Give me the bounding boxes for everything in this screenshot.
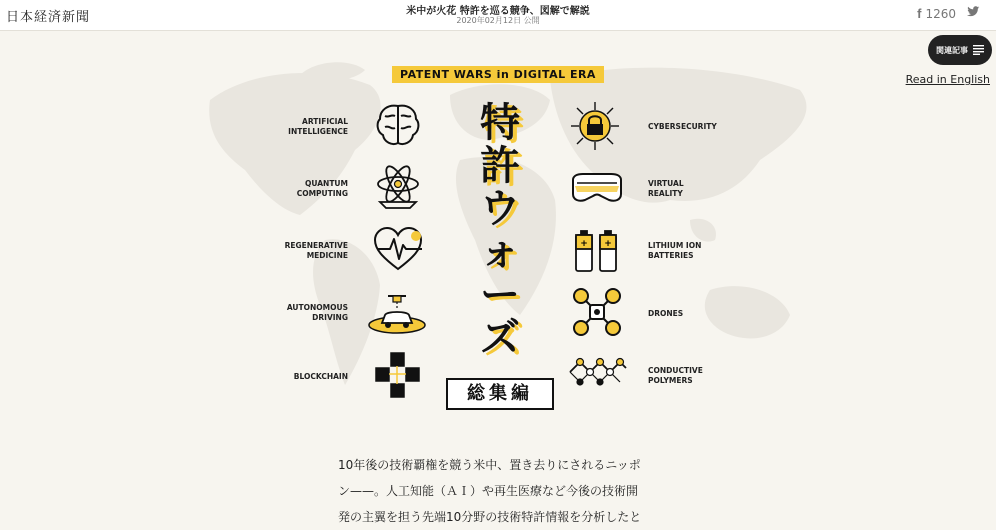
title-char: 許: [480, 143, 520, 189]
list-icon: [973, 45, 984, 55]
svg-text:+: +: [580, 239, 588, 249]
vr-goggles-icon[interactable]: [569, 170, 625, 208]
topic-label-regenerative[interactable]: [262, 241, 348, 261]
facebook-icon[interactable]: f: [917, 6, 922, 21]
label-line: REGENERATIVE: [284, 241, 348, 250]
related-articles-label: 関連記事: [936, 45, 968, 55]
label-line: BLOCKCHAIN: [293, 372, 348, 381]
label-line: COMPUTING: [296, 189, 348, 198]
label-line: REALITY: [648, 189, 683, 198]
label-line: BATTERIES: [648, 251, 694, 260]
patent-wars-banner: PATENT WARS in DIGITAL ERA: [392, 66, 604, 83]
topic-label-vr[interactable]: [648, 179, 738, 199]
car-drone-icon[interactable]: [369, 296, 425, 333]
facebook-share[interactable]: [917, 6, 956, 21]
nikkei-logo[interactable]: 日本経済新聞: [6, 10, 91, 25]
article-body: [338, 452, 658, 530]
topic-label-polymers[interactable]: [648, 366, 738, 386]
subtitle-compilation: 総集編: [446, 378, 554, 410]
facebook-count: 1260: [925, 6, 956, 21]
label-line: INTELLIGENCE: [288, 127, 348, 136]
title-char: ォ: [480, 229, 520, 275]
topic-label-batteries[interactable]: [648, 241, 738, 261]
drone-icon[interactable]: [571, 288, 623, 336]
label-line: QUANTUM: [305, 179, 348, 188]
label-line: ARTIFICIAL: [302, 117, 348, 126]
label-line: LITHIUM ION: [648, 241, 702, 250]
title-char: ズ: [480, 315, 520, 361]
topic-label-drones[interactable]: [648, 309, 738, 319]
body-line: ン——。人工知能（ＡＩ）や再生医療など今後の技術開: [338, 484, 639, 498]
brain-icon[interactable]: [373, 100, 423, 150]
label-line: CONDUCTIVE: [648, 366, 703, 375]
article-headline: 米中が火花 特許を巡る競争、図解で解説: [406, 6, 590, 17]
top-bar: [0, 0, 996, 31]
heart-pulse-icon[interactable]: [372, 225, 424, 273]
related-articles-button[interactable]: [928, 35, 992, 65]
batteries-icon[interactable]: [573, 228, 621, 274]
twitter-icon[interactable]: [967, 5, 980, 18]
label-line: AUTONOMOUS: [286, 303, 348, 312]
body-line: 発の主翼を担う先端10分野の技術特許情報を分析したと: [338, 510, 642, 524]
label-line: MEDICINE: [306, 251, 348, 260]
topic-label-ai[interactable]: [262, 117, 348, 137]
cubes-icon[interactable]: [372, 350, 424, 402]
body-line: 10年後の技術覇権を競う米中、置き去りにされるニッポ: [338, 458, 641, 472]
svg-text:+: +: [604, 239, 612, 249]
title-patent-wars: [470, 102, 530, 360]
topic-label-quantum[interactable]: [262, 179, 348, 199]
label-line: DRIVING: [312, 313, 348, 322]
padlock-icon[interactable]: [567, 100, 623, 152]
title-char: ウ: [480, 186, 520, 232]
title-char: ー: [480, 272, 520, 318]
read-in-english-link[interactable]: Read in English: [905, 73, 990, 86]
label-line: VIRTUAL: [648, 179, 684, 188]
topic-label-cybersecurity[interactable]: [648, 122, 738, 132]
label-line: POLYMERS: [648, 376, 693, 385]
topic-label-autonomous[interactable]: [262, 303, 348, 323]
label-line: DRONES: [648, 309, 684, 318]
title-char: 特: [480, 100, 520, 146]
publish-date: 2020年02月12日 公開: [456, 16, 540, 25]
topic-label-blockchain[interactable]: [262, 372, 348, 382]
polymer-chain-icon[interactable]: [566, 352, 628, 392]
atom-icon[interactable]: [374, 162, 422, 212]
label-line: CYBERSECURITY: [648, 122, 717, 131]
